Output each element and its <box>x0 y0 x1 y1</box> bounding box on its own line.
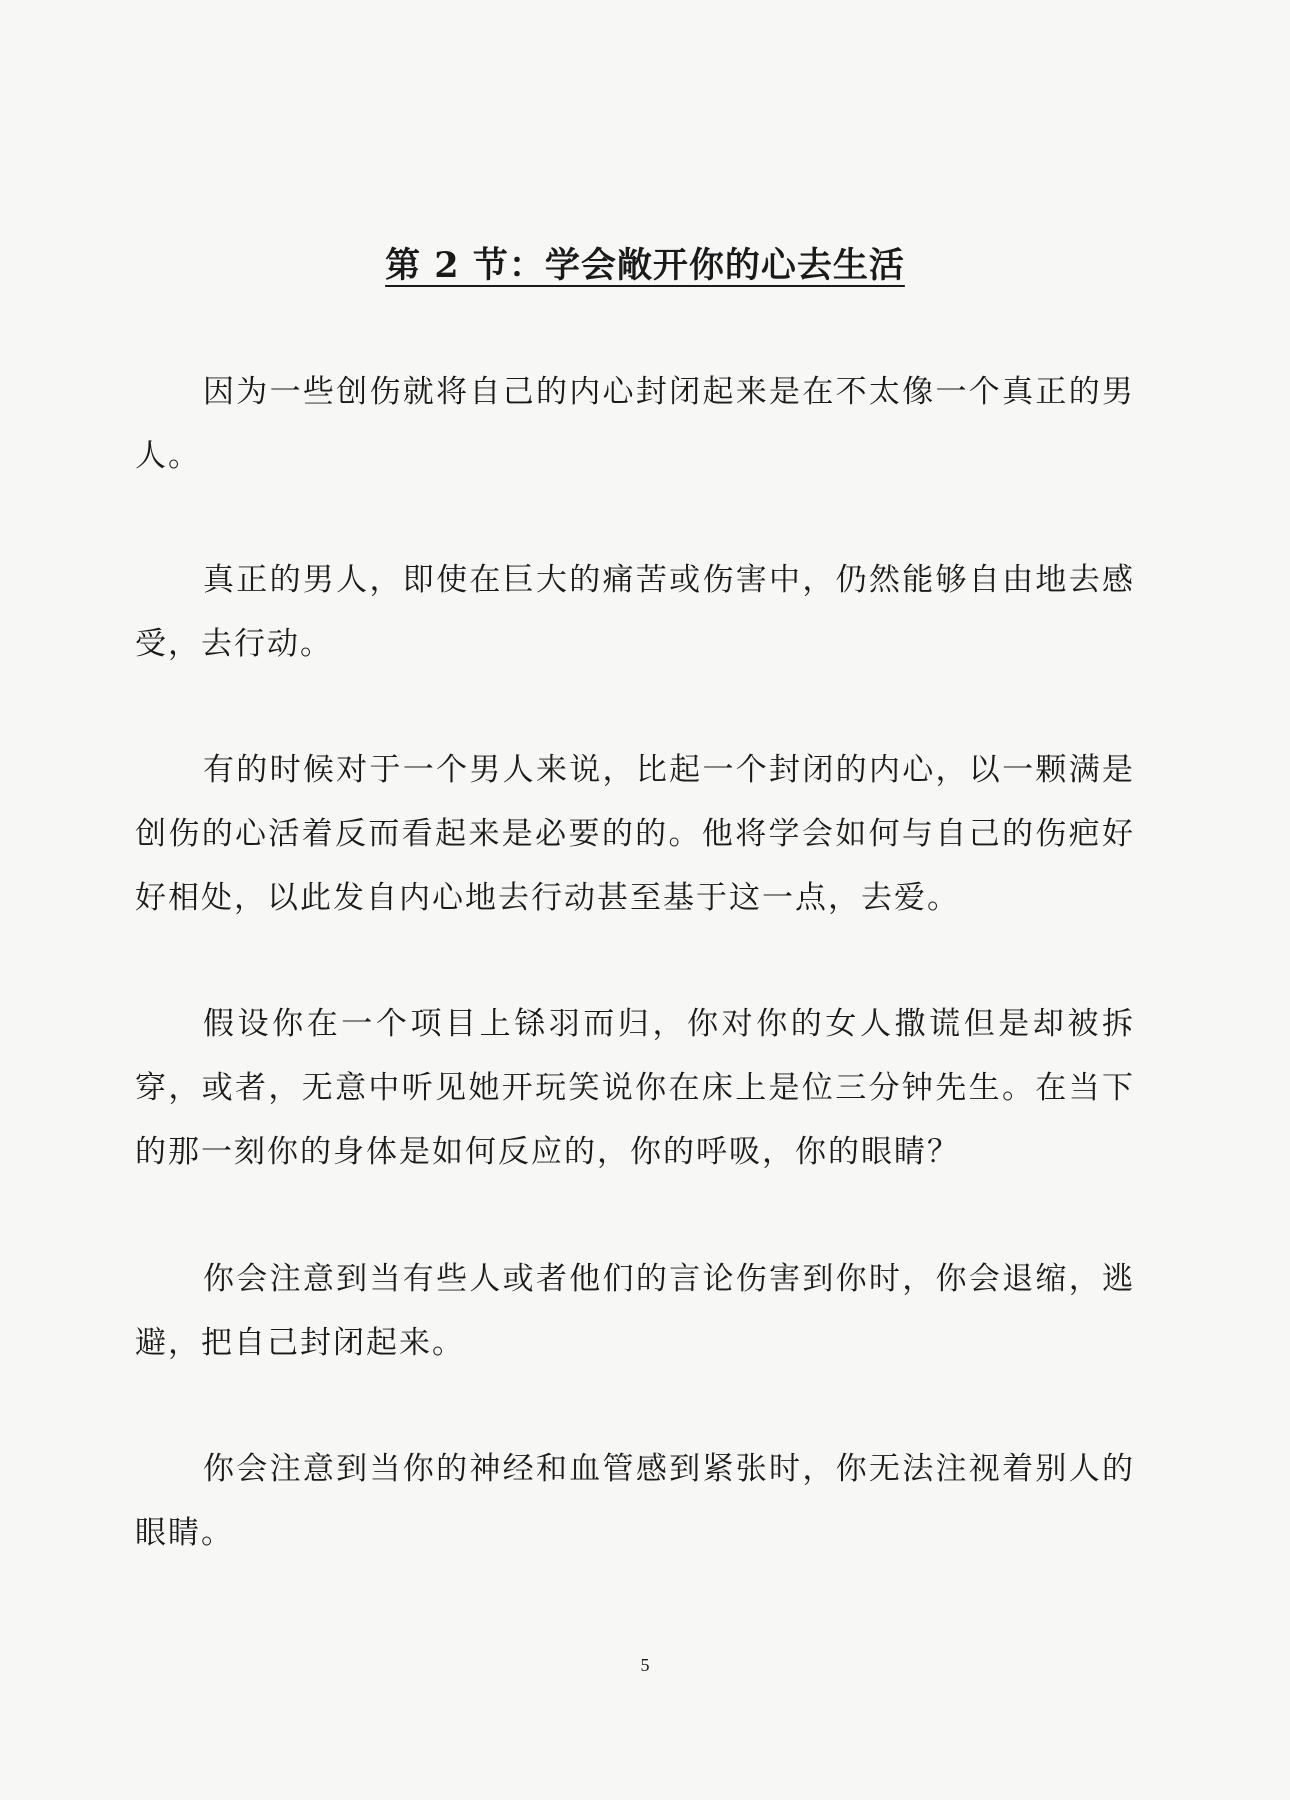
paragraph-1: 因为一些创伤就将自己的内心封闭起来是在不太像一个真正的男人。 <box>135 374 1135 474</box>
paragraph-6: 你会注意到当你的神经和血管感到紧张时，你无法注视着别人的眼睛。 <box>135 1451 1135 1551</box>
page-number: 5 <box>640 1655 650 1675</box>
paragraph-5: 你会注意到当有些人或者他们的言论伤害到你时，你会退缩，逃避，把自己封闭起来。 <box>135 1261 1135 1361</box>
section-title-text: 第 2 节：学会敞开你的心去生活 <box>385 245 905 286</box>
paragraph-2: 真正的男人，即使在巨大的痛苦或伤害中，仍然能够自由地去感受，去行动。 <box>135 562 1135 662</box>
section-title <box>0 238 1290 288</box>
paragraph-4: 假设你在一个项目上铩羽而归，你对你的女人撒谎但是却被拆穿，或者，无意中听见她开玩笑说你在床上是位三分钟先生。在当下的那一刻你的身体是如何反应的，你的呼吸，你的眼睛？ <box>135 1006 1135 1170</box>
paragraph-3: 有的时候对于一个男人来说，比起一个封闭的内心，以一颗满是创伤的心活着反而看起来是必要的的。他将学会如何与自己的伤疤好好相处，以此发自内心地去行动甚至基于这一点，去爱。 <box>135 752 1135 916</box>
